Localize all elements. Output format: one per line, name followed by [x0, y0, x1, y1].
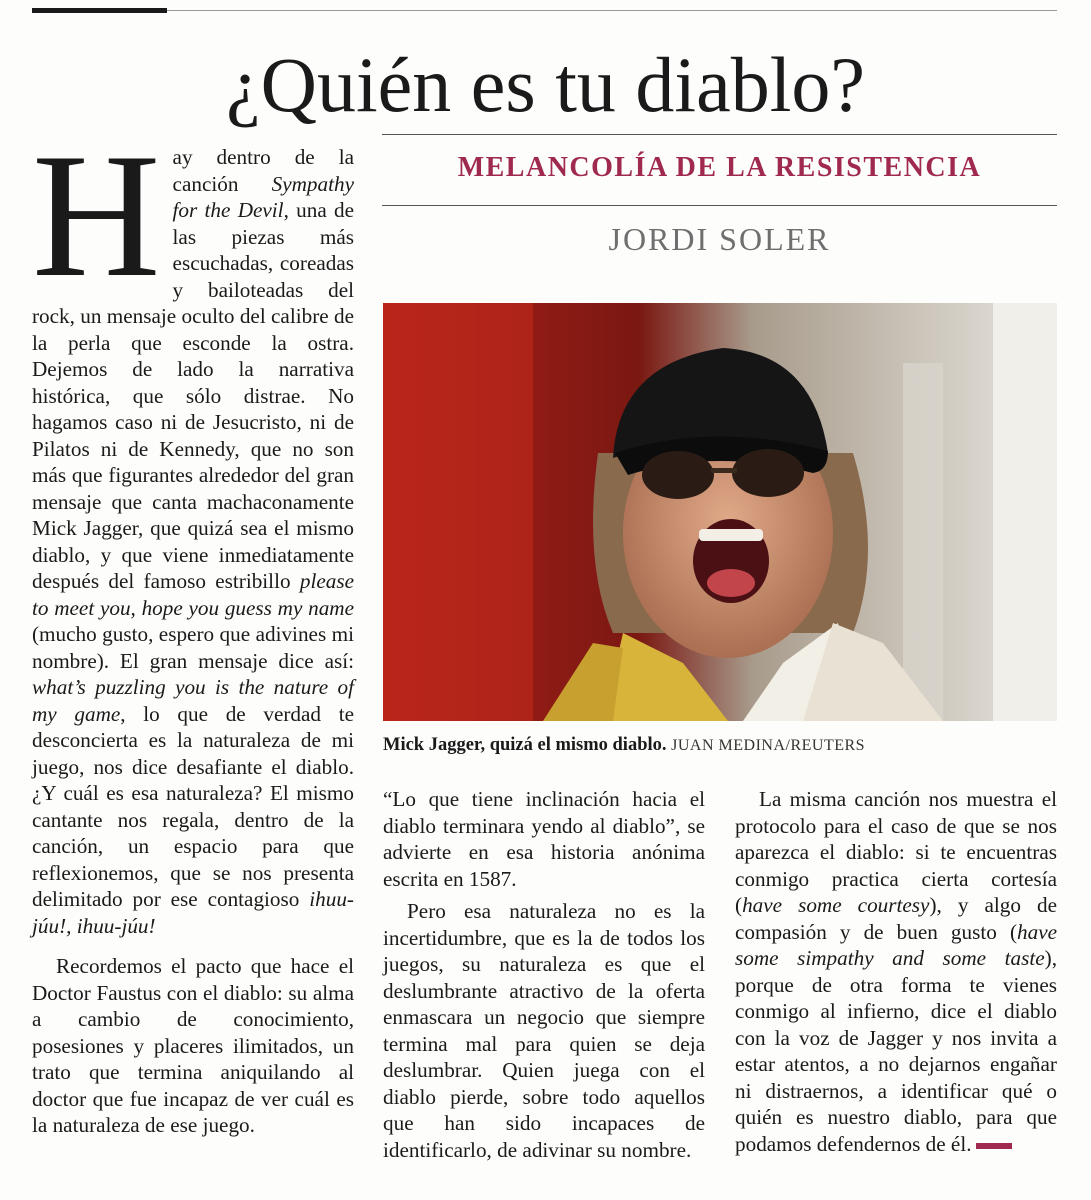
section-rule-top: [382, 134, 1057, 135]
section-rule-bottom: [382, 205, 1057, 206]
paragraph: Recordemos el pacto que hace el Doctor Faustus con el diablo: su alma a cambio de conocimiento, posesiones y placeres ilimitados, un trato que termina aniquilando al doctor que fue incapaz de ver cuál es la naturaleza de ese juego.: [32, 954, 354, 1137]
photo-caption: [383, 735, 1057, 756]
paragraph: “Lo que tiene inclinación hacia el diablo terminara yendo al diablo”, se advierte en esa historia anónima escrita en 1587.: [383, 787, 705, 891]
paragraph: La misma canción nos muestra el protocolo para el caso de que se nos aparezca el diablo: si te encuentras conmigo practica cierta cortesía (have some courtesy), y algo de compasión y de buen gusto (have some simpathy and some taste), porque de otra forma te vienes conmigo al infierno, dice el diablo con la voz de Jagger y nos invita a estar atentos, a no dejarnos engañar ni distraernos, a identificar qué o quién es nuestro diablo, para que podamos defendernos de él.: [735, 787, 1057, 1156]
author-byline: JORDI SOLER: [608, 221, 831, 257]
section-title: MELANCOLÍA DE LA RESISTENCIA: [457, 152, 982, 183]
paragraph: Pero esa naturaleza no es la incertidumbre, que es la de todos los juegos, su naturaleza es que el deslumbrante atractivo de la oferta enmascara un negocio que siempre termina mal para quien se deja deslumbrar. Quien juega con el diablo pierde, sobre todo aquellos que han sido incapaces de identificarlo, de adivinar su nombre.: [383, 899, 705, 1162]
mick-jagger-photo: [383, 303, 1057, 721]
end-of-article-mark: [976, 1143, 1012, 1149]
caption-text: Mick Jagger, quizá el mismo diablo.: [383, 735, 667, 755]
article-column-3: [735, 786, 1057, 1157]
headline: ¿Quién es tu diablo?: [226, 41, 865, 128]
top-bar-accent: [32, 8, 167, 13]
article-column-1: [32, 116, 354, 1139]
paragraph: Hay dentro de la canción Sympathy for the Devil, una de las piezas más escuchadas, coreadas y bailoteadas del rock, un mensaje oculto del calibre de la perla que esconde la ostra. Dejemos de lado la narrativa histórica, que sólo distrae. No hagamos caso ni de Jesucristo, ni de Pilatos ni de Kennedy, que no son más que figurantes alrededor del gran mensaje que canta machaconamente Mick Jagger, que quizá sea el mismo diablo, y que viene inmediatamente después del famoso estribillo please to meet you, hope you guess my name (mucho gusto, espero que adivines mi nombre). El gran mensaje dice así: what’s puzzling you is the nature of my game, lo que de verdad te desconcierta es la naturaleza de mi juego, nos dice desafiante el diablo. ¿Y cuál es esa naturaleza? El mismo cantante nos regala, dentro de la canción, un espacio para que reflexionemos, que se nos presenta delimitado por ese contagioso ihuu-júu!, ihuu-júu!: [32, 116, 354, 938]
top-rule: [167, 10, 1057, 11]
article-column-2: [383, 786, 705, 1163]
article-photo: [383, 303, 1057, 721]
photo-credit: JUAN MEDINA/REUTERS: [671, 737, 866, 754]
drop-cap: H: [32, 116, 161, 314]
